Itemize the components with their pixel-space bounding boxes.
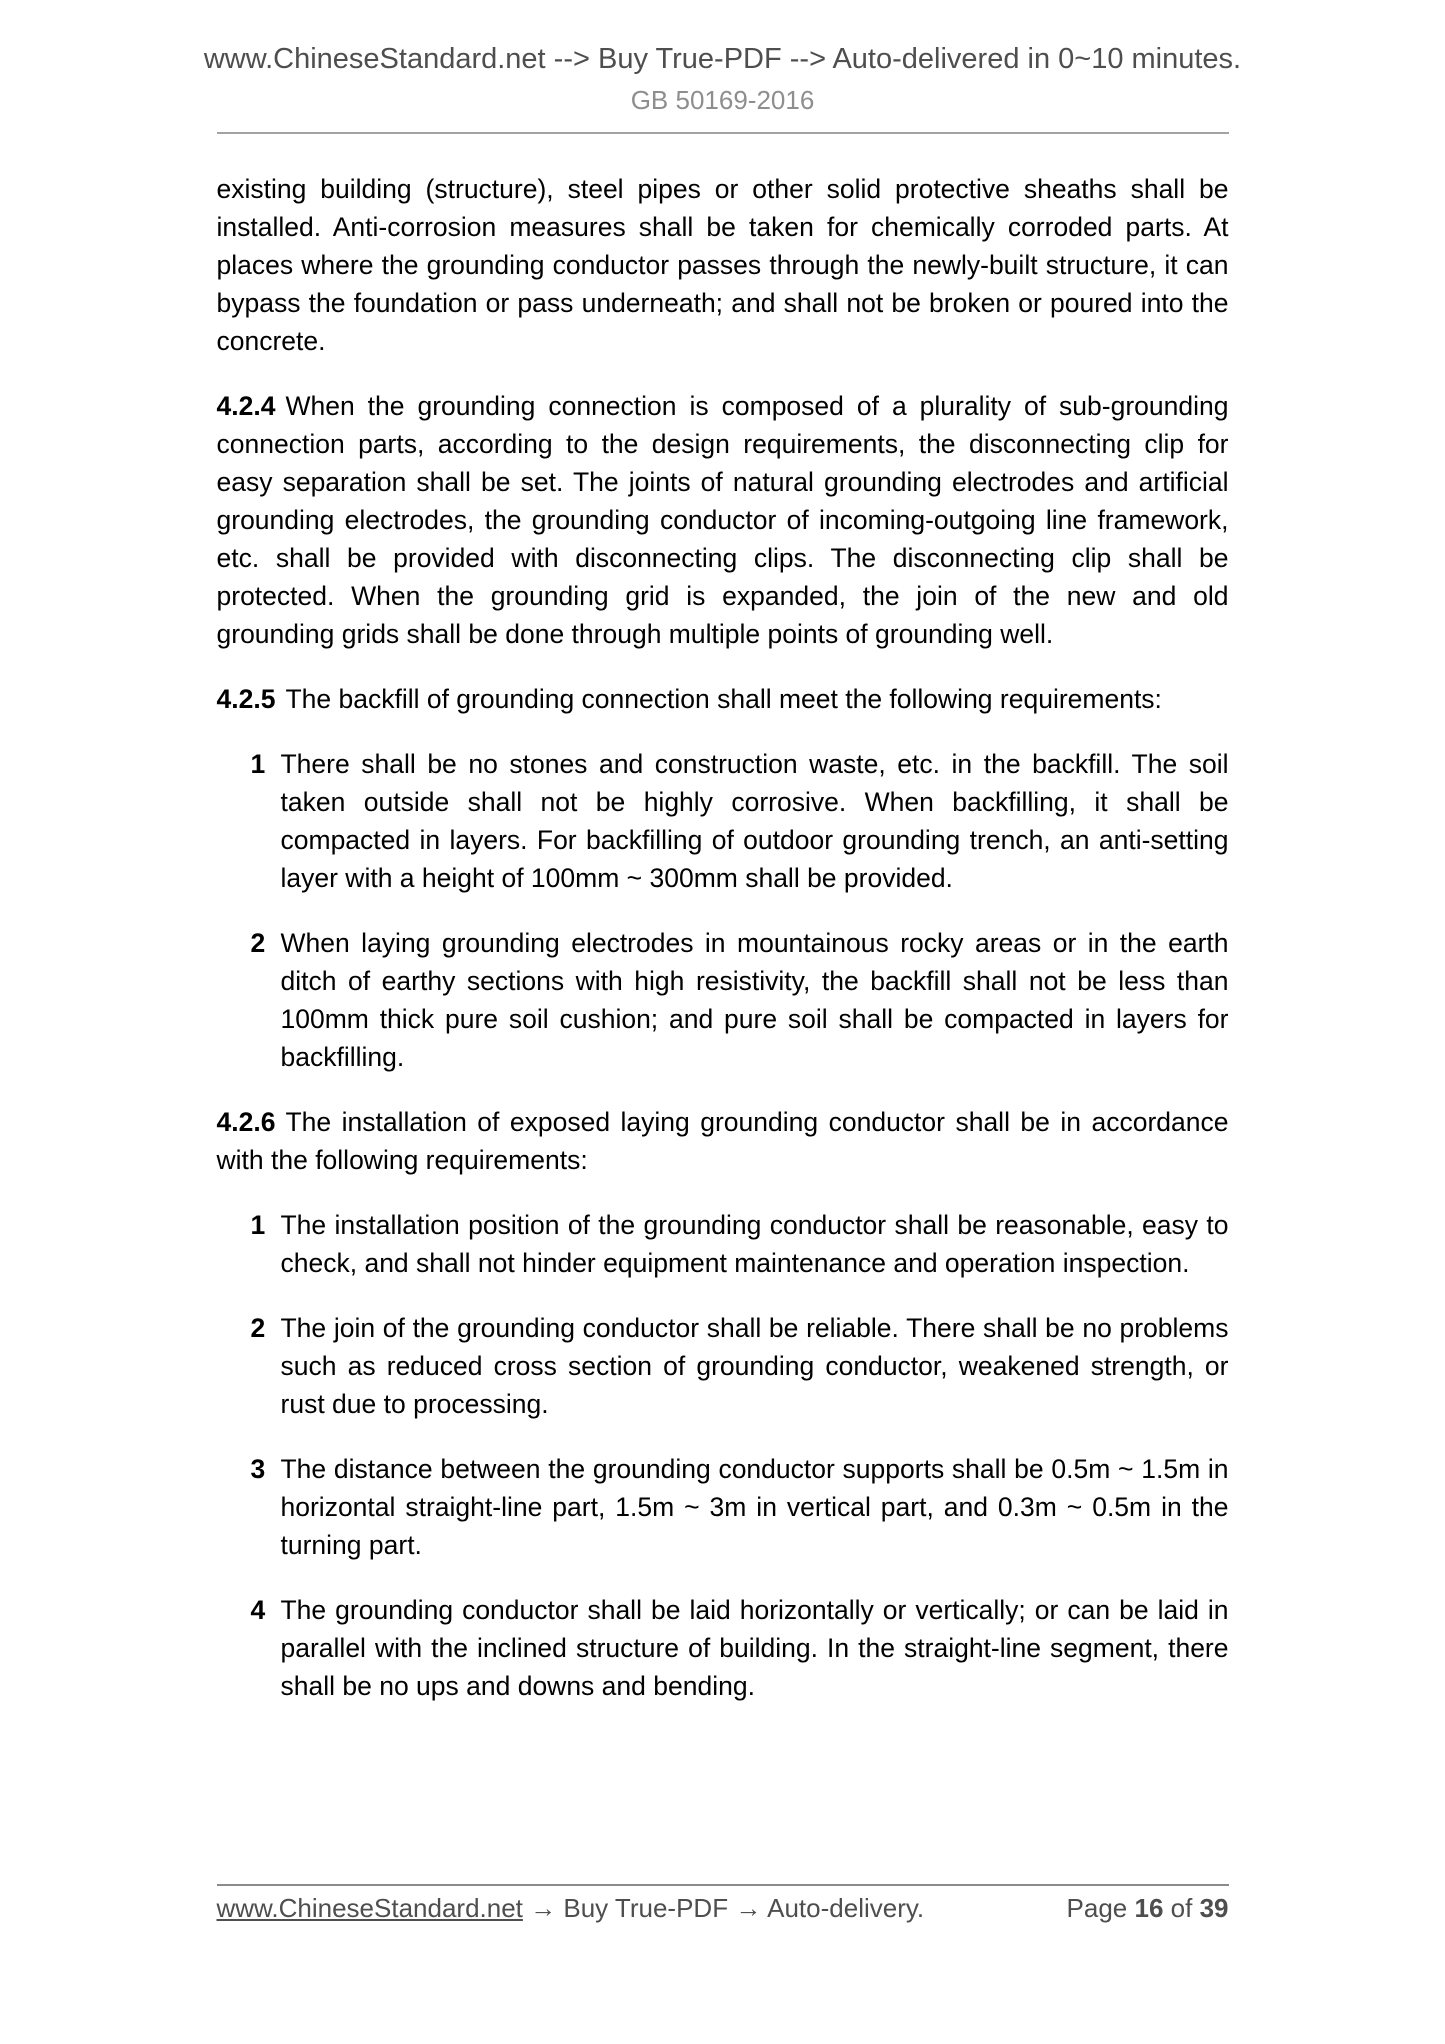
list-item-number: 3 (250, 1454, 266, 1484)
page-header (0, 0, 1445, 134)
section-paragraph-424 (217, 387, 1229, 653)
footer-site-link[interactable]: www.ChineseStandard.net (216, 1893, 523, 1923)
page-label: Page (1066, 1893, 1128, 1923)
list-item-text: When laying grounding electrodes in mountainous rocky areas or in the earth ditch of earthy sections with high resistivity, the backfill shall not be less than 100mm thick pure soil cushion; and pure soil shall be compacted in layers for backfilling. (280, 928, 1229, 1072)
section-paragraph-425 (217, 680, 1229, 718)
section-number: 4.2.4 (216, 391, 276, 421)
list-item (217, 1206, 1229, 1282)
of-label: of (1170, 1893, 1193, 1923)
section-text: The installation of exposed laying grounding conductor shall be in accordance with the following requirements: (216, 1107, 1229, 1175)
list-item-number: 2 (250, 1313, 266, 1343)
list-item-text: The distance between the grounding conductor supports shall be 0.5m ~ 1.5m in horizontal straight-line part, 1.5m ~ 3m in vertical part, and 0.3m ~ 0.5m in the turning part. (280, 1454, 1229, 1560)
section-number: 4.2.6 (216, 1107, 276, 1137)
list-item-text: The grounding conductor shall be laid horizontally or vertically; or can be laid in parallel with the inclined structure of building. In the straight-line segment, there shall be no ups and downs and bending. (280, 1595, 1229, 1701)
list-item-text: There shall be no stones and construction waste, etc. in the backfill. The soil taken outside shall not be highly corrosive. When backfilling, it shall be compacted in layers. For backfilling of outdoor grounding trench, an anti-setting layer with a height of 100mm ~ 300mm shall be provided. (280, 749, 1229, 893)
list-item-number: 4 (250, 1595, 266, 1625)
footer-divider (217, 1884, 1229, 1886)
list-item (217, 745, 1229, 897)
section-number: 4.2.5 (216, 684, 276, 714)
footer-row (217, 1892, 1229, 1924)
list-item (217, 1309, 1229, 1423)
arrow-right-icon: → (530, 1893, 557, 1923)
section-paragraph-426 (217, 1103, 1229, 1179)
footer-buy-text: Buy True-PDF (563, 1893, 729, 1923)
list-item-text: The installation position of the grounding conductor shall be reasonable, easy to check, and shall not hinder equipment maintenance and operation inspection. (280, 1210, 1229, 1278)
header-banner-text: www.ChineseStandard.net --> Buy True-PDF --> Auto-delivered in 0~10 minutes. (203, 43, 1242, 75)
section-text: When the grounding connection is composed of a plurality of sub-grounding connection parts, according to the design requirements, the disconnecting clip for easy separation shall be set. The joints of natural grounding electrodes and artificial grounding electrodes, the grounding conductor of incoming-outgoing line framework, etc. shall be provided with disconnecting clips. The disconnecting clip shall be protected. When the grounding grid is expanded, the join of the new and old grounding grids shall be done through multiple points of grounding well. (216, 391, 1229, 649)
page-current: 16 (1134, 1893, 1164, 1923)
footer-left (217, 1892, 925, 1924)
list-item (217, 1450, 1229, 1564)
section-text: The backfill of grounding connection shall meet the following requirements: (285, 684, 1162, 714)
arrow-right-icon: → (735, 1893, 762, 1923)
page-indicator (1067, 1892, 1229, 1924)
document-body (217, 170, 1229, 1705)
list-item-number: 1 (250, 749, 266, 779)
paragraph (217, 170, 1229, 360)
list-item-number: 2 (250, 928, 266, 958)
list-item-text: The join of the grounding conductor shall be reliable. There shall be no problems such as reduced cross section of grounding conductor, weakened strength, or rust due to processing. (280, 1313, 1229, 1419)
page-total: 39 (1199, 1893, 1229, 1923)
list-item-number: 1 (250, 1210, 266, 1240)
footer-delivery-text: Auto-delivery. (767, 1893, 925, 1923)
header-divider (217, 132, 1229, 134)
list-item (217, 1591, 1229, 1705)
page-footer (0, 1884, 1445, 1924)
paragraph-text: existing building (structure), steel pipes or other solid protective sheaths shall be installed. Anti-corrosion measures shall be taken for chemically corroded parts. At places where the grounding conductor passes through the newly-built structure, it can bypass the foundation or pass underneath; and shall not be broken or poured into the concrete. (216, 174, 1229, 356)
list-item (217, 924, 1229, 1076)
doc-code: GB 50169-2016 (630, 85, 815, 115)
